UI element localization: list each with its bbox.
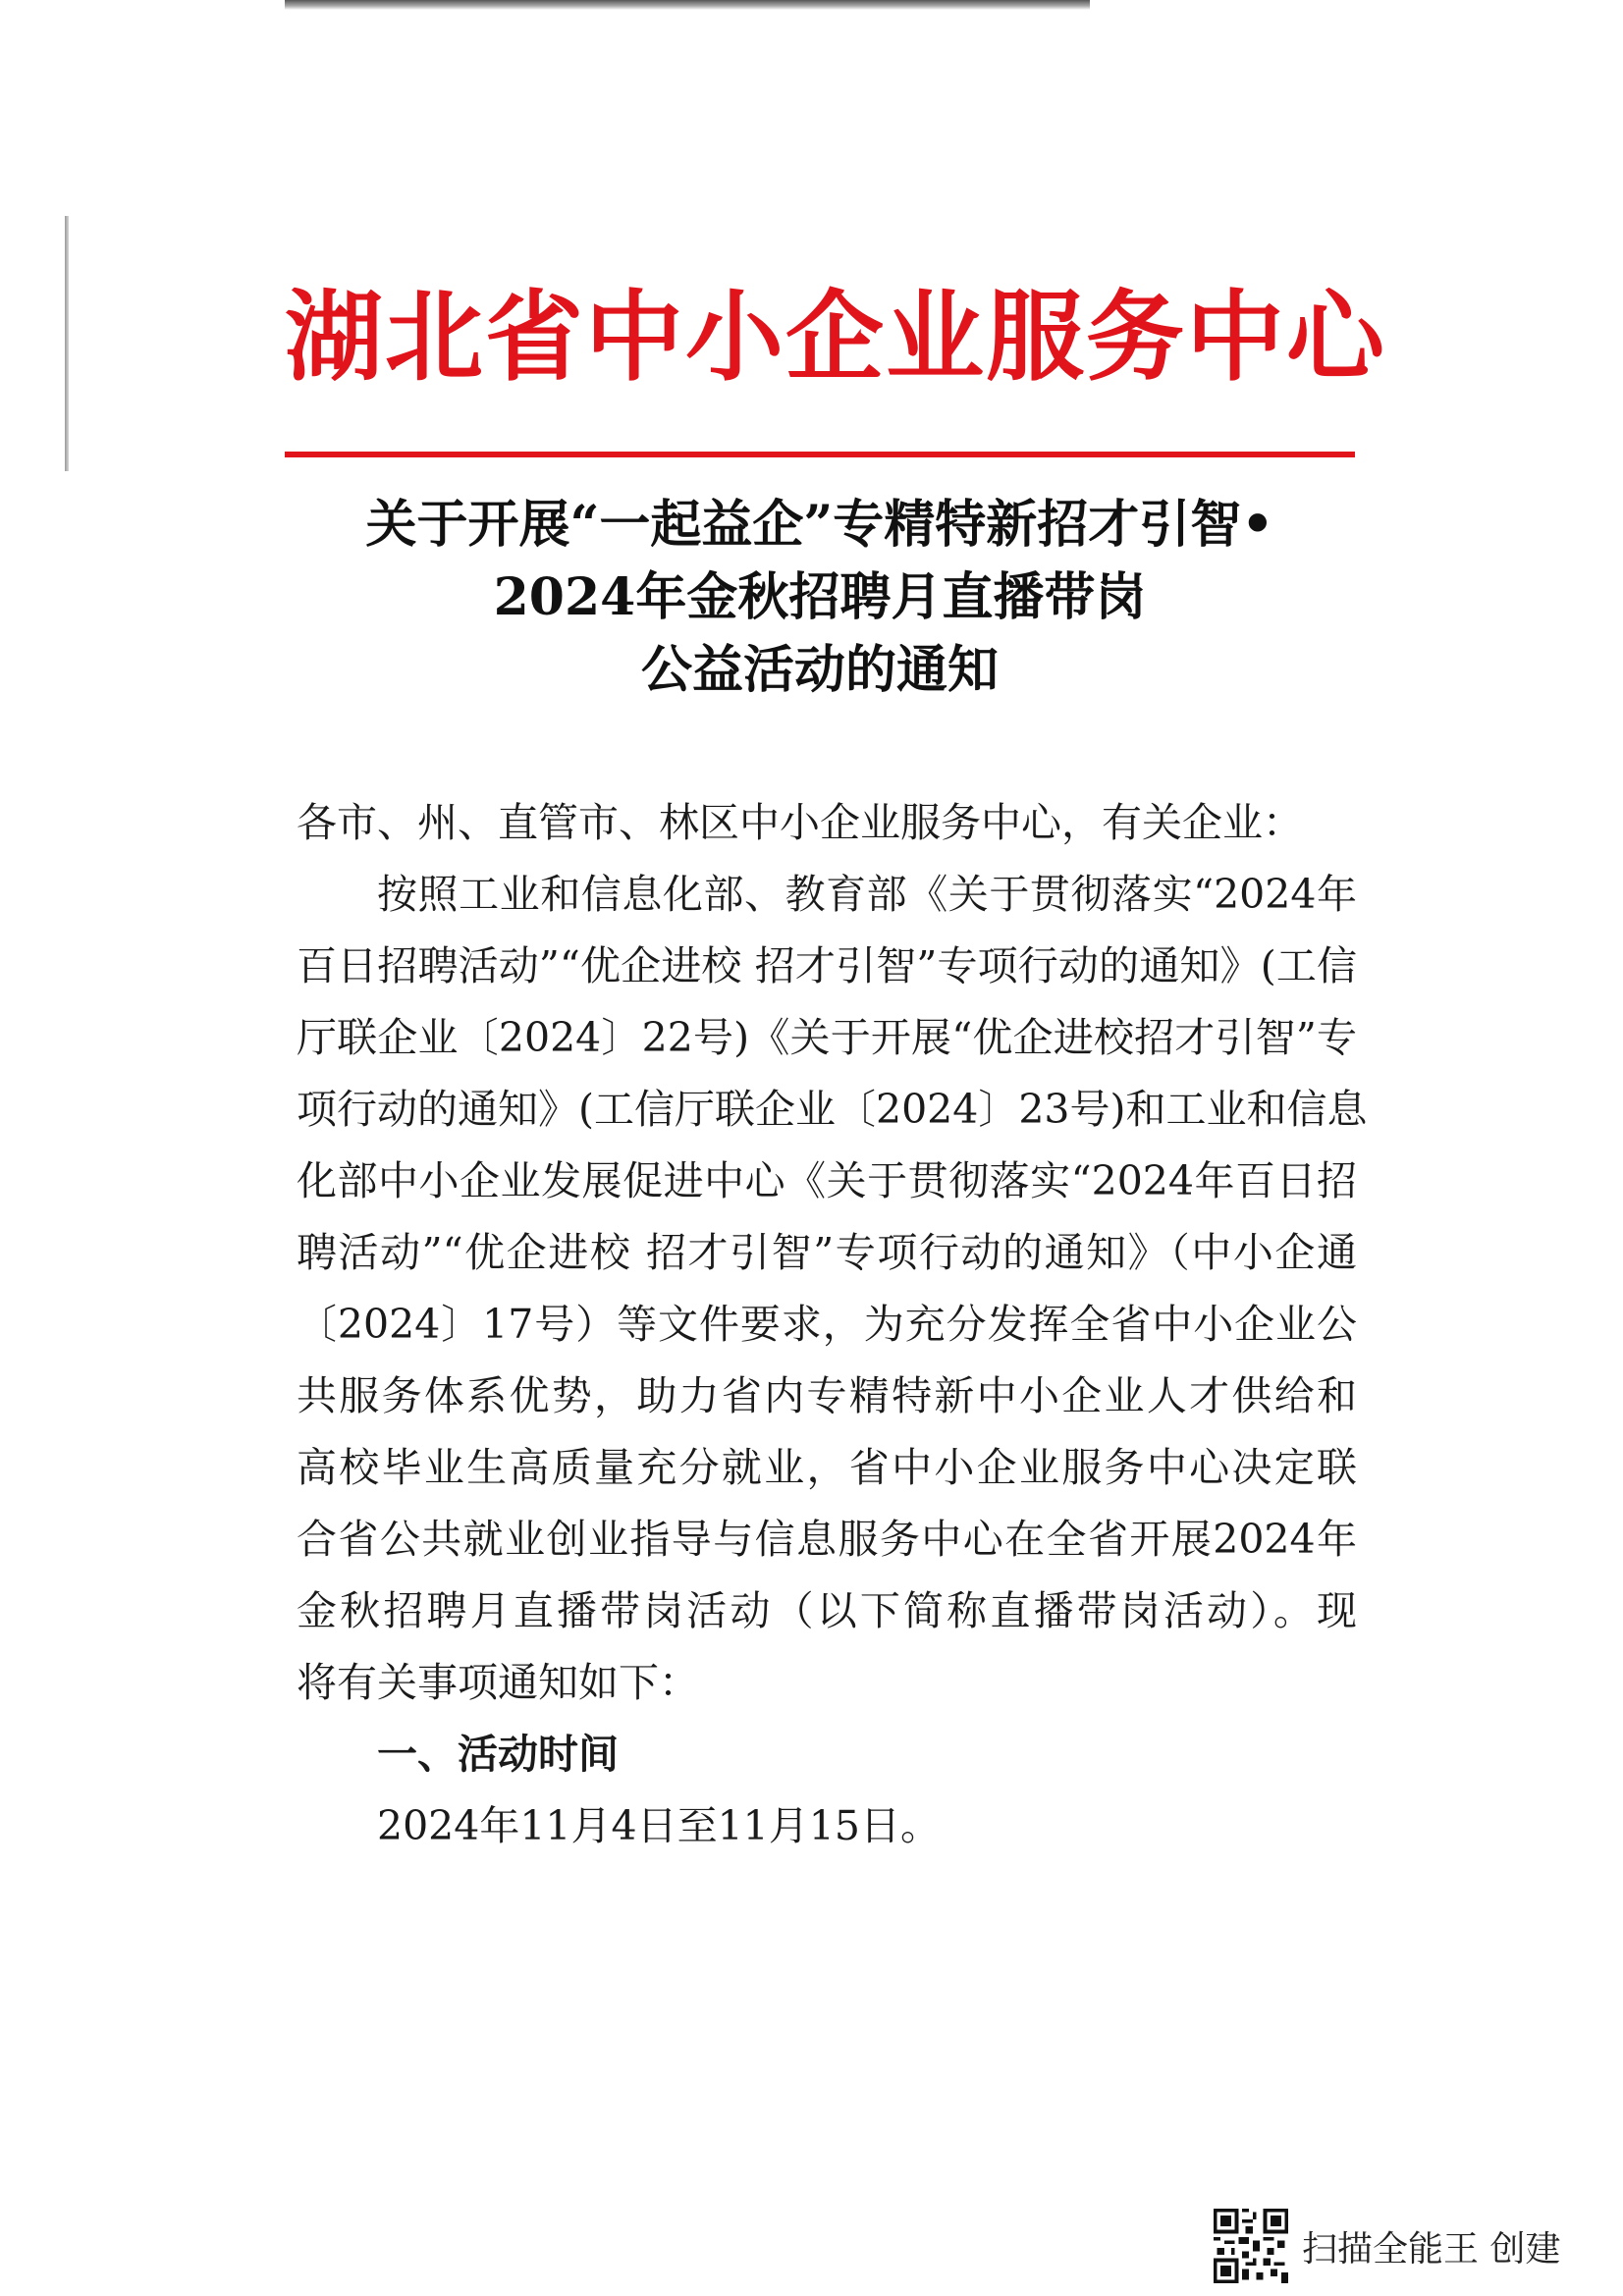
body-paragraph-line: 按照工业和信息化部、教育部《关于贯彻落实“2024年 [377,871,1357,918]
header-red-rule [285,452,1355,457]
notice-title-line-1: 关于开展“一起益企”专精特新招才引智• [365,495,1274,555]
notice-title-line-3: 公益活动的通知 [640,640,999,700]
body-paragraph-line: 合省公共就业创业指导与信息服务中心在全省开展2024年 [297,1516,1357,1563]
section-1-text: 2024年11月4日至11月15日。 [377,1802,941,1849]
body-paragraph-line: 共服务体系优势，助力省内专精特新中小企业人才供给和 [297,1372,1357,1419]
body-paragraph-line: 聘活动”“优企进校 招才引智”专项行动的通知》（中小企通 [297,1229,1357,1276]
scan-left-edge [65,216,69,471]
qr-code-icon [1214,2209,1288,2283]
body-paragraph-line: 百日招聘活动”“优企进校 招才引智”专项行动的通知》(工信 [297,942,1357,989]
scan-top-edge [285,0,1090,10]
body-paragraph-line: 〔2024〕17号）等文件要求，为充分发挥全省中小企业公 [297,1301,1357,1348]
watermark-text: 扫描全能王 创建 [1302,2228,1561,2269]
notice-title [285,489,1355,707]
body-paragraph-line: 金秋招聘月直播带岗活动（以下简称直播带岗活动）。现 [297,1587,1357,1634]
body-paragraph-line: 化部中小企业发展促进中心《关于贯彻落实“2024年百日招 [297,1157,1357,1204]
body-paragraph-line: 厅联企业〔2024〕22号)《关于开展“优企进校招才引智”专 [297,1014,1357,1061]
notice-body [297,787,1368,1862]
scanner-watermark [1214,2209,1606,2283]
document-header-org-name: 湖北省中小企业服务中心 [285,279,1386,395]
body-paragraph-line: 将有关事项通知如下： [297,1659,699,1706]
salutation: 各市、州、直管市、林区中小企业服务中心，有关企业： [297,799,1303,846]
notice-title-line-2: 2024年金秋招聘月直播带岗 [493,567,1147,627]
body-paragraph-line: 项行动的通知》(工信厅联企业〔2024〕23号)和工业和信息 [297,1086,1368,1133]
body-paragraph-line: 高校毕业生高质量充分就业，省中小企业服务中心决定联 [297,1444,1357,1491]
section-1-heading: 一、活动时间 [377,1731,619,1778]
